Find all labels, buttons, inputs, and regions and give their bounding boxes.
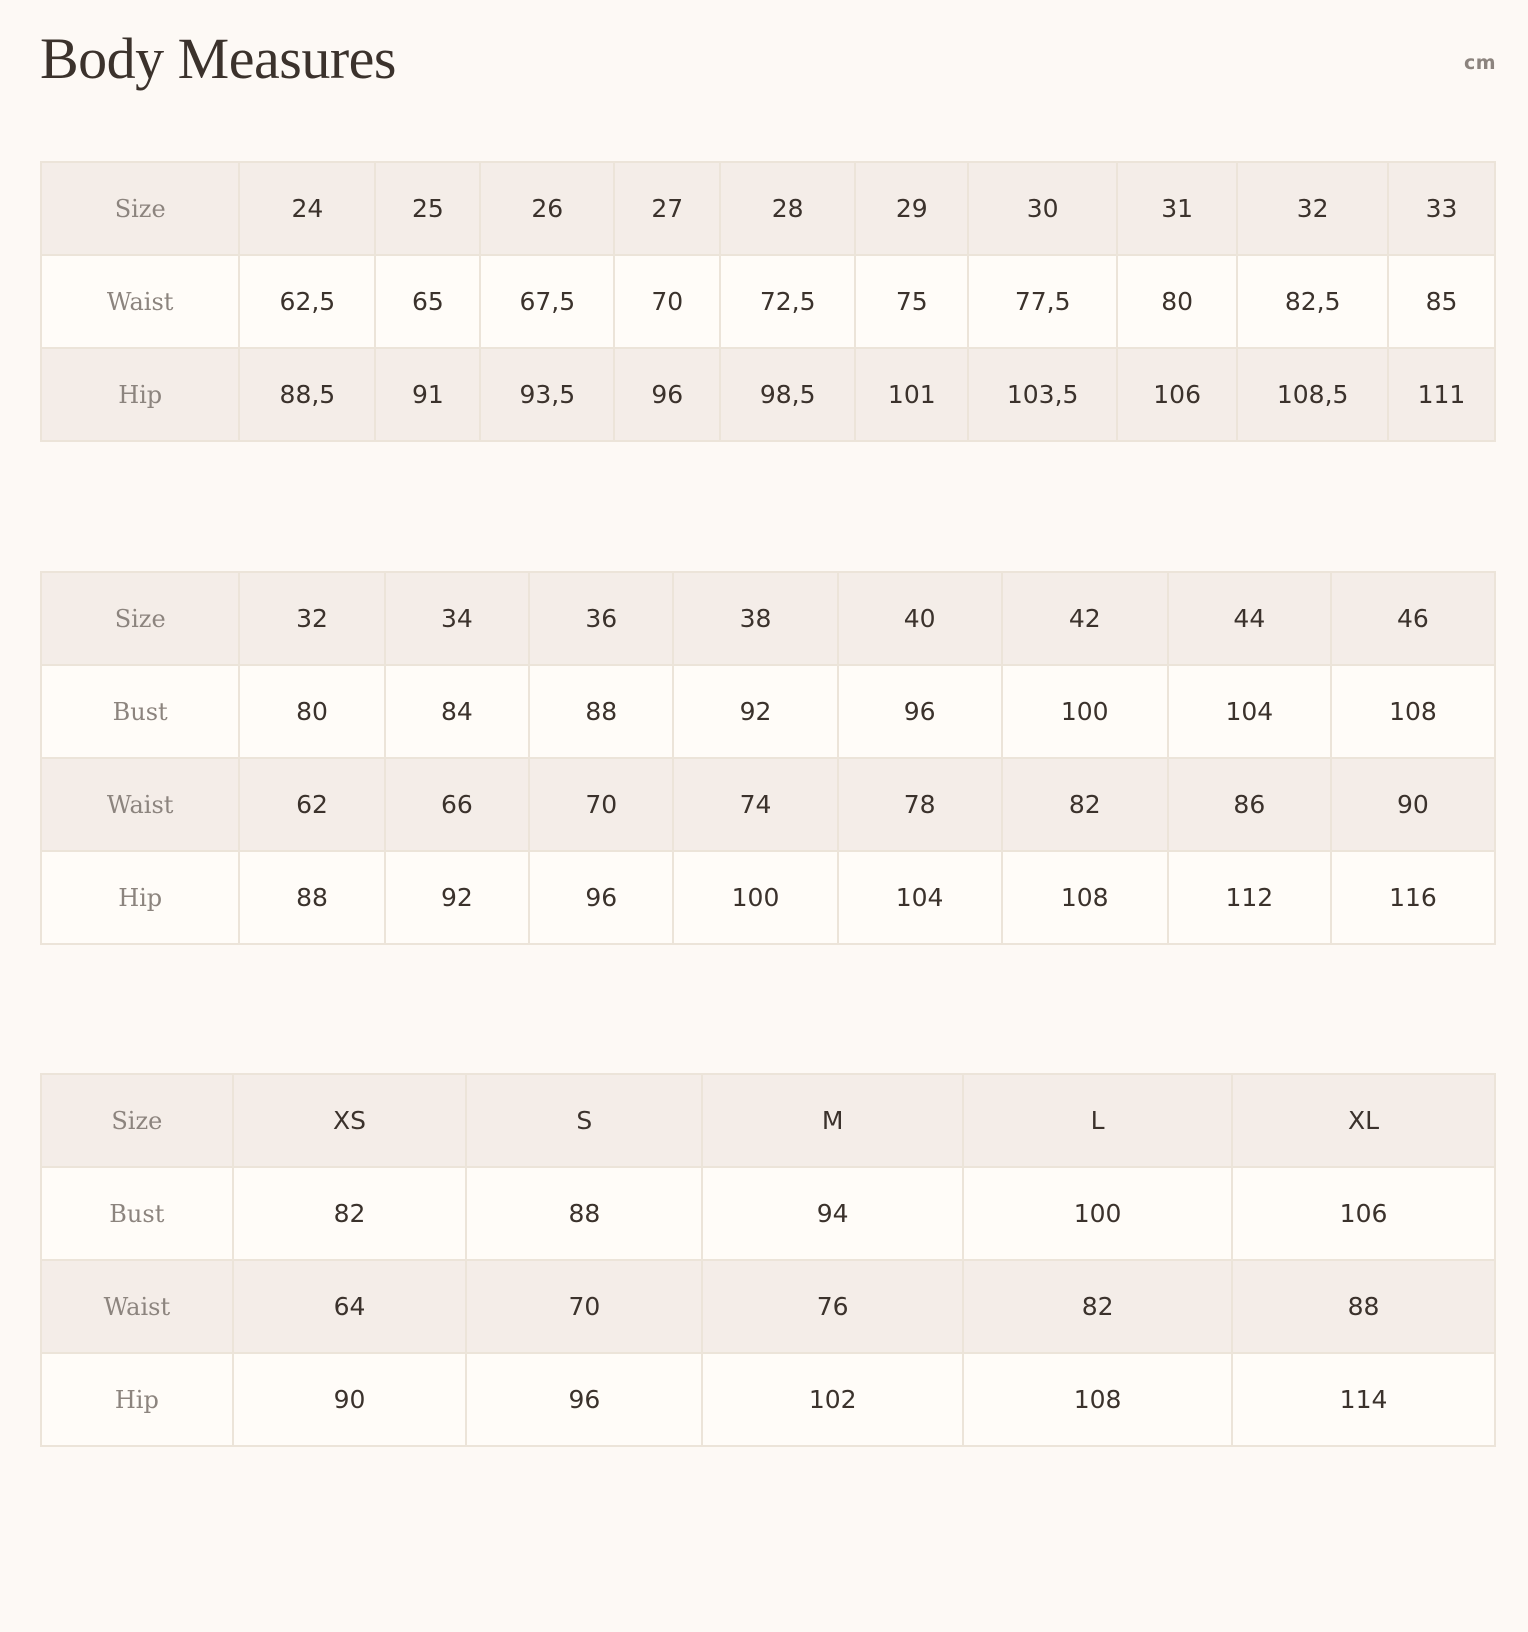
measure-cell: 80 (239, 665, 384, 758)
size-cell: 28 (720, 162, 855, 255)
measure-cell: 74 (673, 758, 837, 851)
row-label: Bust (41, 1167, 233, 1260)
measure-cell: 108 (1002, 851, 1168, 944)
measure-cell: 75 (855, 255, 968, 348)
table-row (41, 665, 1495, 758)
measure-cell: 88 (466, 1167, 702, 1260)
row-label: Hip (41, 348, 239, 441)
measure-cell: 111 (1388, 348, 1495, 441)
size-cell: S (466, 1074, 702, 1167)
size-cell: 26 (480, 162, 614, 255)
size-cell: 32 (1237, 162, 1388, 255)
measure-cell: 86 (1168, 758, 1331, 851)
size-cell: M (702, 1074, 963, 1167)
size-cell: 34 (385, 572, 529, 665)
size-cell: 38 (673, 572, 837, 665)
measure-cell: 108 (963, 1353, 1232, 1446)
row-label: Hip (41, 1353, 233, 1446)
measure-cell: 92 (385, 851, 529, 944)
measure-cell: 72,5 (720, 255, 855, 348)
measure-cell: 82 (963, 1260, 1232, 1353)
measure-cell: 100 (1002, 665, 1168, 758)
size-cell: 32 (239, 572, 384, 665)
page-title: Body Measures (40, 26, 396, 91)
measure-cell: 84 (385, 665, 529, 758)
size-cell: 24 (239, 162, 375, 255)
measure-cell: 94 (702, 1167, 963, 1260)
measure-cell: 103,5 (968, 348, 1117, 441)
measure-cell: 64 (233, 1260, 467, 1353)
row-label: Bust (41, 665, 239, 758)
measure-cell: 104 (1168, 665, 1331, 758)
size-cell: 30 (968, 162, 1117, 255)
measure-cell: 101 (855, 348, 968, 441)
size-cell: 36 (529, 572, 673, 665)
measure-cell: 102 (702, 1353, 963, 1446)
measure-cell: 96 (466, 1353, 702, 1446)
measure-cell: 106 (1232, 1167, 1495, 1260)
size-header-row (41, 572, 1495, 665)
table-row (41, 851, 1495, 944)
table-row (41, 255, 1495, 348)
size-header-row (41, 1074, 1495, 1167)
measure-cell: 114 (1232, 1353, 1495, 1446)
measure-cell: 70 (529, 758, 673, 851)
size-table-eu (40, 571, 1496, 945)
row-label: Waist (41, 1260, 233, 1353)
measure-cell: 76 (702, 1260, 963, 1353)
measure-cell: 108 (1331, 665, 1495, 758)
measure-cell: 96 (614, 348, 720, 441)
measure-cell: 96 (529, 851, 673, 944)
size-cell: 40 (838, 572, 1002, 665)
measure-cell: 65 (375, 255, 480, 348)
measure-cell: 106 (1117, 348, 1237, 441)
measure-cell: 66 (385, 758, 529, 851)
measure-cell: 82,5 (1237, 255, 1388, 348)
measure-cell: 88 (1232, 1260, 1495, 1353)
measure-cell: 85 (1388, 255, 1495, 348)
table-row (41, 348, 1495, 441)
size-cell: 25 (375, 162, 480, 255)
measure-cell: 70 (614, 255, 720, 348)
measure-cell: 96 (838, 665, 1002, 758)
size-table-numeric-waist (40, 161, 1496, 442)
size-cell: 33 (1388, 162, 1495, 255)
size-cell: 44 (1168, 572, 1331, 665)
measure-cell: 93,5 (480, 348, 614, 441)
measure-cell: 100 (963, 1167, 1232, 1260)
measure-cell: 82 (233, 1167, 467, 1260)
measure-cell: 116 (1331, 851, 1495, 944)
row-label: Waist (41, 255, 239, 348)
measure-cell: 70 (466, 1260, 702, 1353)
measure-cell: 91 (375, 348, 480, 441)
table-row (41, 1167, 1495, 1260)
row-label: Waist (41, 758, 239, 851)
row-label: Hip (41, 851, 239, 944)
size-cell: 29 (855, 162, 968, 255)
size-cell: XL (1232, 1074, 1495, 1167)
measure-cell: 92 (673, 665, 837, 758)
row-label: Size (41, 162, 239, 255)
size-cell: 46 (1331, 572, 1495, 665)
size-cell: 42 (1002, 572, 1168, 665)
table-row (41, 1353, 1495, 1446)
measure-cell: 98,5 (720, 348, 855, 441)
measure-cell: 62 (239, 758, 384, 851)
size-cell: L (963, 1074, 1232, 1167)
size-table-letter (40, 1073, 1496, 1447)
size-header-row (41, 162, 1495, 255)
unit-toggle[interactable]: cm (1463, 52, 1496, 74)
measure-cell: 77,5 (968, 255, 1117, 348)
measure-cell: 108,5 (1237, 348, 1388, 441)
measure-cell: 88,5 (239, 348, 375, 441)
size-cell: 31 (1117, 162, 1237, 255)
row-label: Size (41, 1074, 233, 1167)
size-cell: XS (233, 1074, 467, 1167)
measure-cell: 88 (239, 851, 384, 944)
row-label: Size (41, 572, 239, 665)
measure-cell: 100 (673, 851, 837, 944)
measure-cell: 90 (233, 1353, 467, 1446)
measure-cell: 88 (529, 665, 673, 758)
size-cell: 27 (614, 162, 720, 255)
measure-cell: 80 (1117, 255, 1237, 348)
measure-cell: 82 (1002, 758, 1168, 851)
table-row (41, 758, 1495, 851)
measure-cell: 62,5 (239, 255, 375, 348)
measure-cell: 67,5 (480, 255, 614, 348)
table-row (41, 1260, 1495, 1353)
measure-cell: 112 (1168, 851, 1331, 944)
measure-cell: 78 (838, 758, 1002, 851)
measure-cell: 104 (838, 851, 1002, 944)
measure-cell: 90 (1331, 758, 1495, 851)
